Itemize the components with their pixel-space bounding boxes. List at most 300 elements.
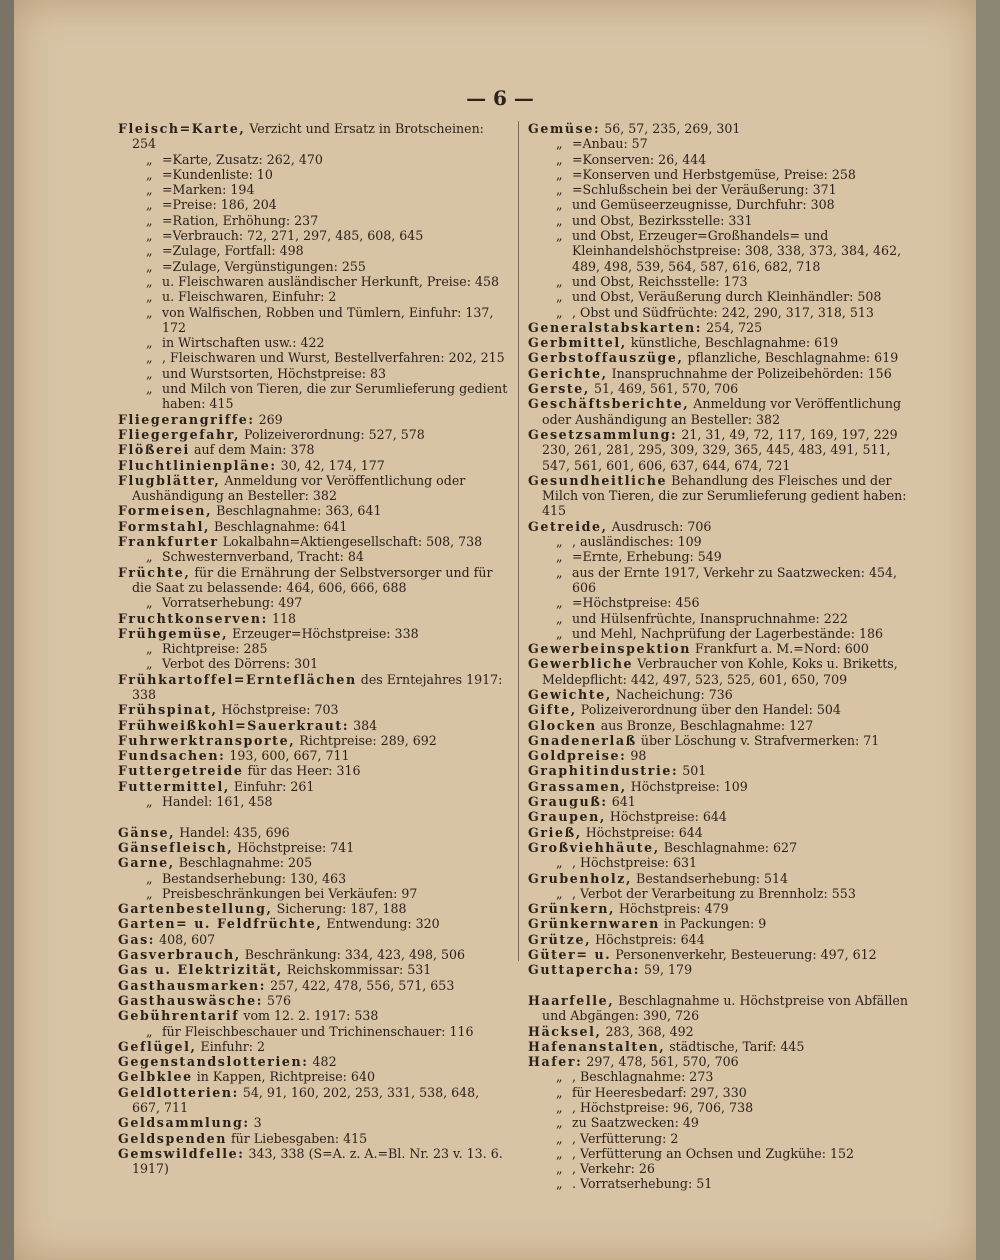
entry-heading: Fliegerangriffe: <box>118 411 255 427</box>
entry-text: 118 <box>271 610 296 626</box>
entry-heading: Formeisen, <box>118 503 213 519</box>
ditto-mark: „ <box>556 855 563 871</box>
entry-text: Personenverkehr, Besteuerung: 497, 612 <box>615 947 877 963</box>
entry-heading: Gerbstoffauszüge, <box>528 350 684 366</box>
index-entry <box>528 702 920 717</box>
index-subentry <box>118 595 510 610</box>
entry-heading: Getreide, <box>528 518 608 534</box>
entry-heading: Gemswildfelle: <box>118 1145 245 1161</box>
section-gap <box>118 809 510 824</box>
entry-heading: Grassamen, <box>528 778 627 794</box>
entry-text: Höchstpreise: 644 <box>609 809 727 825</box>
entry-text: =Preise: 186, 204 <box>162 197 277 213</box>
entry-text: Polizeiverordnung über den Handel: 504 <box>580 702 841 718</box>
entry-text: und Mehl, Nachprüfung der Lagerbestände: 186 <box>572 625 884 641</box>
entry-text: =Verbrauch: 72, 271, 297, 485, 608, 645 <box>162 228 424 244</box>
index-subentry <box>118 886 510 901</box>
index-subentry <box>118 1024 510 1039</box>
entry-text: =Konserven und Herbstgemüse, Preise: 258 <box>572 166 856 182</box>
entry-text: und Wurstsorten, Höchstpreise: 83 <box>162 365 387 381</box>
entry-text: und Obst, Veräußerung durch Kleinhändler: 508 <box>572 289 882 305</box>
entry-heading: Gifte, <box>528 702 577 718</box>
page-number: — 6 — <box>466 86 534 110</box>
index-subentry <box>528 289 920 304</box>
index-entry <box>528 947 920 962</box>
index-entry <box>118 702 510 717</box>
entry-text: Vorratserhebung: 497 <box>162 595 303 611</box>
ditto-mark: „ <box>556 1161 563 1177</box>
index-subentry <box>528 182 920 197</box>
entry-text: , Höchstpreise: 96, 706, 738 <box>572 1100 754 1115</box>
index-entry <box>118 565 510 596</box>
entry-text: über Löschung v. Strafvermerken: 71 <box>640 732 880 748</box>
ditto-mark: „ <box>146 197 153 213</box>
entry-text: zu Saatzwecken: 49 <box>572 1115 699 1131</box>
ditto-mark: „ <box>556 564 563 580</box>
entry-heading: Hafer: <box>528 1054 583 1070</box>
index-entry <box>528 794 920 809</box>
ditto-mark: „ <box>146 549 153 565</box>
entry-text: vom 12. 2. 1917: 538 <box>243 1008 379 1024</box>
index-entry <box>528 366 920 381</box>
index-entry <box>118 1085 510 1116</box>
entry-text: Handel: 435, 696 <box>179 824 290 840</box>
index-subentry <box>118 152 510 167</box>
entry-heading: Gemüse: <box>528 121 601 136</box>
entry-heading: Gänse, <box>118 824 176 840</box>
entry-text: , Verfütterung: 2 <box>572 1130 679 1146</box>
entry-text: 59, 179 <box>644 962 693 978</box>
index-entry <box>528 809 920 824</box>
entry-heading: Gesundheitliche <box>528 472 668 488</box>
entry-text: =Konserven: 26, 444 <box>572 151 707 167</box>
entry-text: Nacheichung: 736 <box>615 686 733 702</box>
index-subentry <box>118 794 510 809</box>
entry-heading: Frühweißkohl=Sauerkraut: <box>118 717 350 733</box>
entry-text: Bestandserhebung: 130, 463 <box>162 870 347 886</box>
ditto-mark: „ <box>146 151 153 167</box>
entry-text: u. Fleischwaren, Einfuhr: 2 <box>162 289 337 305</box>
index-entry <box>528 825 920 840</box>
entry-text: 384 <box>353 717 378 733</box>
ditto-mark: „ <box>146 381 153 397</box>
entry-text: 576 <box>266 992 292 1008</box>
index-entry <box>528 748 920 763</box>
index-entry <box>118 1131 510 1146</box>
ditto-mark: „ <box>556 289 563 305</box>
index-entry <box>118 993 510 1008</box>
index-entry <box>528 641 920 656</box>
index-entry <box>528 932 920 947</box>
index-subentry <box>118 549 510 564</box>
ditto-mark: „ <box>146 182 153 198</box>
index-entry <box>528 962 920 977</box>
entry-text: 54, 91, 160, 202, 253, 331, 538, 648, 667, 711 <box>132 1084 480 1115</box>
entry-text: und Obst, Erzeuger=Großhandels= und Kleinhandelshöchstpreise: 308, 338, 373, 384, 462, 489, 498, 539, 564, 587, 616, 682, 718 <box>572 228 902 274</box>
entry-text: des Erntejahres 1917: 338 <box>132 671 503 702</box>
ditto-mark: „ <box>556 136 563 152</box>
entry-heading: Geldsammlung: <box>118 1115 250 1131</box>
index-entry <box>118 1054 510 1069</box>
entry-text: künstliche, Beschlagnahme: 619 <box>630 335 839 351</box>
entry-heading: Gewichte, <box>528 686 612 702</box>
ditto-mark: „ <box>146 243 153 259</box>
entry-heading: Gewerbliche <box>528 656 634 672</box>
entry-text: , Verkehr: 26 <box>572 1161 655 1177</box>
entry-text: =Anbau: 57 <box>572 136 648 152</box>
entry-text: 343, 338 (S=A. z. A.=Bl. Nr. 23 v. 13. 6. 1917) <box>132 1145 503 1177</box>
entry-text: , Beschlagnahme: 273 <box>572 1069 714 1085</box>
index-entry <box>118 1069 510 1084</box>
index-entry <box>118 427 510 442</box>
index-entry <box>118 442 510 457</box>
entry-text: Handel: 161, 458 <box>162 794 273 810</box>
entry-heading: Grütze, <box>528 931 592 947</box>
entry-text: Verbraucher von Kohle, Koks u. Briketts, Meldepflicht: 442, 497, 523, 525, 601, 650, 709 <box>542 656 898 687</box>
index-entry <box>528 779 920 794</box>
entry-text: , Fleischwaren und Wurst, Bestellverfahren: 202, 215 <box>162 350 505 366</box>
index-subentry <box>118 289 510 304</box>
entry-heading: Goldpreise: <box>528 748 627 764</box>
index-subentry <box>528 549 920 564</box>
entry-text: Verbot des Dörrens: 301 <box>162 656 319 672</box>
ditto-mark: „ <box>556 885 563 901</box>
entry-text: 98 <box>630 748 647 764</box>
entry-heading: Güter= u. <box>528 947 612 963</box>
entry-text: 21, 31, 49, 72, 117, 169, 197, 229 230, 261, 281, 295, 309, 329, 365, 445, 483, 491, 511, 547, 561, 601, 606, 637, 644, 674, 721 <box>542 426 898 473</box>
ditto-mark: „ <box>556 1130 563 1146</box>
entry-text: aus Bronze, Beschlagnahme: 127 <box>600 717 814 733</box>
entry-heading: Garten= u. Feldfrüchte, <box>118 916 323 932</box>
index-entry <box>118 672 510 703</box>
entry-text: Entwendung: 320 <box>326 916 440 932</box>
entry-text: für Liebesgaben: 415 <box>231 1130 368 1146</box>
ditto-mark: „ <box>146 656 153 672</box>
entry-heading: Flößerei <box>118 442 190 458</box>
index-entry <box>528 763 920 778</box>
entry-text: in Packungen: 9 <box>663 916 767 932</box>
ditto-mark: „ <box>556 212 563 228</box>
entry-text: =Zulage, Fortfall: 498 <box>162 243 304 259</box>
index-subentry <box>118 641 510 656</box>
entry-text: , Obst und Südfrüchte: 242, 290, 317, 318, 513 <box>572 304 874 320</box>
index-entry <box>528 901 920 916</box>
index-subentry <box>118 381 510 412</box>
index-entry <box>118 733 510 748</box>
entry-heading: Geldlotterien: <box>118 1084 239 1100</box>
index-entry <box>528 335 920 350</box>
ditto-mark: „ <box>556 534 563 550</box>
entry-heading: Haarfelle, <box>528 992 615 1008</box>
index-subentry <box>528 534 920 549</box>
entry-heading: Gerbmittel, <box>528 335 627 351</box>
index-subentry <box>528 1115 920 1130</box>
entry-text: Beschlagnahme u. Höchstpreise von Abfällen und Abgängen: 390, 726 <box>542 992 908 1024</box>
entry-text: 3 <box>253 1115 262 1131</box>
index-subentry <box>118 305 510 336</box>
entry-text: Behandlung des Fleisches und der Milch von Tieren, die zur Serumlieferung gedient haben: 415 <box>542 472 907 519</box>
index-entry <box>528 396 920 427</box>
entry-heading: Häcksel, <box>528 1023 602 1039</box>
entry-text: 283, 368, 492 <box>605 1023 694 1039</box>
index-subentry <box>528 1146 920 1161</box>
entry-text: =Höchstpreise: 456 <box>572 595 700 611</box>
entry-heading: Gas u. Elektrizität, <box>118 962 283 978</box>
entry-heading: Gewerbeinspektion <box>528 641 692 657</box>
ditto-mark: „ <box>146 641 153 657</box>
index-subentry <box>118 182 510 197</box>
entry-text: Beschlagnahme: 205 <box>178 855 313 871</box>
index-entry <box>528 656 920 687</box>
column-divider <box>518 121 519 961</box>
index-subentry <box>528 855 920 870</box>
index-entry <box>118 916 510 931</box>
index-entry <box>528 840 920 855</box>
entry-heading: Gegenstandslotterien: <box>118 1054 309 1070</box>
ditto-mark: „ <box>556 1069 563 1085</box>
ditto-mark: „ <box>556 1100 563 1115</box>
entry-heading: Gerste, <box>528 381 590 397</box>
ditto-mark: „ <box>146 166 153 182</box>
ditto-mark: „ <box>146 365 153 381</box>
entry-heading: Grünkern, <box>528 901 616 917</box>
index-subentry <box>528 1069 920 1084</box>
page-edge-left <box>0 0 14 1260</box>
entry-text: Richtpreise: 289, 692 <box>299 732 437 748</box>
entry-text: Höchstpreise: 109 <box>630 778 748 794</box>
index-entry <box>528 121 920 136</box>
entry-heading: Frankfurter <box>118 534 219 550</box>
entry-heading: Gartenbestellung, <box>118 901 273 917</box>
entry-text: 408, 607 <box>159 931 216 947</box>
ditto-mark: „ <box>146 595 153 611</box>
index-entry <box>118 840 510 855</box>
index-subentry <box>118 197 510 212</box>
index-subentry <box>528 197 920 212</box>
entry-heading: Formstahl, <box>118 518 211 534</box>
entry-heading: Früchte, <box>118 564 191 580</box>
entry-text: Sicherung: 187, 188 <box>276 901 407 917</box>
index-subentry <box>528 305 920 320</box>
ditto-mark: „ <box>556 166 563 182</box>
ditto-mark: „ <box>146 273 153 289</box>
index-entry <box>118 932 510 947</box>
index-entry <box>528 473 920 519</box>
entry-text: 482 <box>312 1054 337 1070</box>
index-subentry <box>118 259 510 274</box>
entry-text: Erzeuger=Höchstpreise: 338 <box>232 625 419 641</box>
entry-text: . Vorratserhebung: 51 <box>572 1176 713 1192</box>
entry-text: 51, 469, 561, 570, 706 <box>593 381 739 397</box>
entry-heading: Großviehhäute, <box>528 839 660 855</box>
page-edge-right <box>976 0 1000 1260</box>
entry-text: Ausdrusch: 706 <box>611 518 712 534</box>
index-subentry <box>528 565 920 596</box>
index-entry <box>118 855 510 870</box>
ditto-mark: „ <box>146 258 153 274</box>
index-subentry <box>528 152 920 167</box>
index-entry <box>528 993 920 1024</box>
entry-heading: Gerichte, <box>528 365 608 381</box>
ditto-mark: „ <box>556 625 563 641</box>
index-entry <box>118 748 510 763</box>
entry-text: Reichskommissar: 531 <box>286 962 432 978</box>
entry-heading: Gelbklee <box>118 1069 193 1085</box>
ditto-mark: „ <box>556 610 563 626</box>
entry-text: für Heeresbedarf: 297, 330 <box>572 1084 747 1100</box>
index-entry <box>118 901 510 916</box>
entry-text: Beschlagnahme: 641 <box>214 518 348 534</box>
index-entry <box>528 519 920 534</box>
entry-text: Höchstpreis: 479 <box>619 901 729 917</box>
entry-text: , Verfütterung an Ochsen und Zugkühe: 152 <box>572 1145 855 1161</box>
index-subentry <box>528 136 920 151</box>
entry-text: Höchstpreise: 644 <box>585 824 703 840</box>
index-entry <box>528 1039 920 1054</box>
ditto-mark: „ <box>556 197 563 213</box>
entry-text: Preisbeschränkungen bei Verkäufen: 97 <box>162 885 418 901</box>
entry-heading: Flugblätter, <box>118 472 221 488</box>
entry-heading: Frühgemüse, <box>118 625 229 641</box>
index-entry <box>118 1146 510 1177</box>
entry-text: , ausländisches: 109 <box>572 534 702 550</box>
entry-text: 30, 42, 174, 177 <box>280 457 385 473</box>
entry-text: =Ernte, Erhebung: 549 <box>572 549 722 565</box>
entry-heading: Gas: <box>118 931 156 947</box>
index-entry <box>118 718 510 733</box>
entry-text: Höchstpreise: 741 <box>237 839 355 855</box>
entry-heading: Gänsefleisch, <box>118 839 234 855</box>
index-entry <box>118 1008 510 1023</box>
entry-text: in Kappen, Richtpreise: 640 <box>196 1069 375 1085</box>
index-subentry <box>528 213 920 228</box>
entry-heading: Graphitindustrie: <box>528 763 679 779</box>
index-entry <box>118 825 510 840</box>
index-entry <box>528 427 920 473</box>
entry-text: 257, 422, 478, 556, 571, 653 <box>270 977 455 993</box>
ditto-mark: „ <box>556 1145 563 1161</box>
index-subentry <box>118 366 510 381</box>
entry-text: Inanspruchnahme der Polizeibehörden: 156 <box>611 365 892 381</box>
index-subentry <box>118 335 510 350</box>
entry-text: =Marken: 194 <box>162 182 255 198</box>
index-entry <box>528 718 920 733</box>
index-entry <box>118 763 510 778</box>
ditto-mark: „ <box>146 870 153 886</box>
entry-text: 641 <box>611 794 636 810</box>
index-entry <box>528 320 920 335</box>
section-gap <box>528 978 920 993</box>
entry-heading: Gasverbrauch, <box>118 947 241 963</box>
entry-heading: Futtergetreide <box>118 763 244 779</box>
ditto-mark: „ <box>556 595 563 611</box>
entry-heading: Fliegergefahr, <box>118 426 241 442</box>
ditto-mark: „ <box>146 289 153 305</box>
index-entry <box>118 534 510 549</box>
index-entry <box>528 733 920 748</box>
entry-heading: Fundsachen: <box>118 748 226 764</box>
entry-heading: Hafenanstalten, <box>528 1038 666 1054</box>
index-entry <box>528 350 920 365</box>
ditto-mark: „ <box>146 228 153 244</box>
entry-heading: Gesetzsammlung: <box>528 426 678 442</box>
entry-heading: Frühkartoffel=Ernteflächen <box>118 671 357 687</box>
entry-text: Höchstpreis: 644 <box>595 931 705 947</box>
entry-text: Einfuhr: 261 <box>233 778 315 794</box>
entry-text: 501 <box>682 763 707 779</box>
index-entry <box>118 962 510 977</box>
entry-text: Bestandserhebung: 514 <box>636 870 789 886</box>
index-subentry <box>528 167 920 182</box>
ditto-mark: „ <box>556 273 563 289</box>
entry-text: für Fleischbeschauer und Trichinenschauer: 116 <box>162 1023 474 1039</box>
entry-text: Frankfurt a. M.=Nord: 600 <box>695 641 869 657</box>
entry-text: städtische, Tarif: 445 <box>669 1038 805 1054</box>
entry-text: Einfuhr: 2 <box>200 1038 266 1054</box>
entry-text: Lokalbahn=Aktiengesellschaft: 508, 738 <box>222 534 483 550</box>
index-subentry <box>528 626 920 641</box>
index-subentry <box>118 228 510 243</box>
entry-heading: Frühspinat, <box>118 702 218 718</box>
entry-text: und Milch von Tieren, die zur Serumlieferung gedient haben: 415 <box>162 381 508 412</box>
index-subentry <box>118 213 510 228</box>
entry-text: auf dem Main: 378 <box>193 442 315 458</box>
entry-heading: Grauguß: <box>528 794 608 810</box>
entry-heading: Generalstabskarten: <box>528 319 703 335</box>
entry-text: 254, 725 <box>706 319 763 335</box>
entry-text: Höchstpreise: 703 <box>221 702 339 718</box>
index-entry <box>118 458 510 473</box>
entry-heading: Fleisch=Karte, <box>118 121 246 136</box>
ditto-mark: „ <box>556 228 563 244</box>
ditto-mark: „ <box>556 1176 563 1192</box>
index-subentry <box>528 1085 920 1100</box>
index-entry <box>118 779 510 794</box>
entry-heading: Geldspenden <box>118 1130 227 1146</box>
index-entry <box>118 503 510 518</box>
entry-text: für das Heer: 316 <box>247 763 361 779</box>
index-subentry <box>528 611 920 626</box>
index-entry <box>528 1024 920 1039</box>
index-entry <box>528 1054 920 1069</box>
ditto-mark: „ <box>146 212 153 228</box>
entry-text: Beschränkung: 334, 423, 498, 506 <box>244 947 466 963</box>
entry-text: 193, 600, 667, 711 <box>229 748 350 764</box>
index-subentry <box>118 656 510 671</box>
index-subentry <box>528 1161 920 1176</box>
entry-text: Anmeldung vor Veröffentlichung oder Aushändigung an Besteller: 382 <box>132 472 466 504</box>
index-entry <box>118 121 510 152</box>
index-subentry <box>528 886 920 901</box>
index-entry <box>118 978 510 993</box>
index-entry <box>528 687 920 702</box>
index-entry <box>528 381 920 396</box>
entry-text: =Karte, Zusatz: 262, 470 <box>162 151 323 167</box>
entry-heading: Fuhrwerktransporte, <box>118 732 296 748</box>
ditto-mark: „ <box>146 304 153 320</box>
entry-text: und Obst, Bezirksstelle: 331 <box>572 212 753 228</box>
ditto-mark: „ <box>556 182 563 198</box>
entry-text: u. Fleischwaren ausländischer Herkunft, Preise: 458 <box>162 273 499 289</box>
entry-text: Polizeiverordnung: 527, 578 <box>244 426 425 442</box>
index-entry <box>118 473 510 504</box>
entry-text: 297, 478, 561, 570, 706 <box>586 1054 739 1070</box>
entry-heading: Grieß, <box>528 824 582 840</box>
index-subentry <box>118 871 510 886</box>
entry-text: pflanzliche, Beschlagnahme: 619 <box>687 350 899 366</box>
entry-text: und Hülsenfrüchte, Inanspruchnahme: 222 <box>572 610 848 626</box>
entry-text: =Zulage, Vergünstigungen: 255 <box>162 258 366 274</box>
